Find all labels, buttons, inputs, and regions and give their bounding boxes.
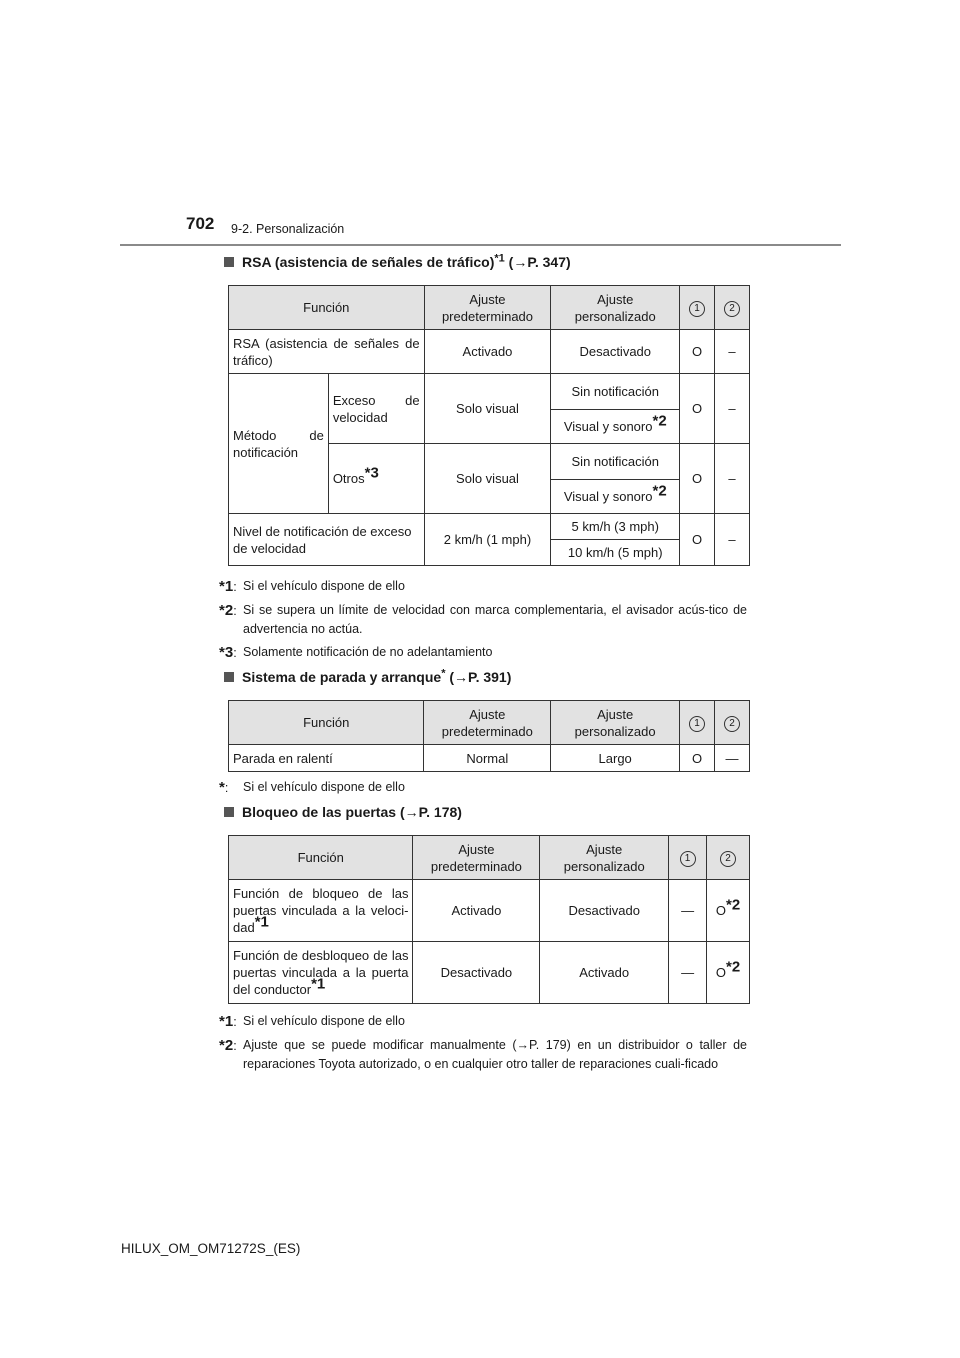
footnote	[219, 643, 747, 662]
cell-c1: O	[680, 514, 715, 566]
cell-pred: Solo visual	[424, 374, 551, 444]
cell-c1: O	[680, 444, 715, 514]
cell-funcion: RSA (asistencia de señales de tráfico)	[229, 330, 425, 374]
square-bullet-icon	[224, 672, 234, 682]
col-personalizado: Ajuste personalizado	[540, 836, 669, 880]
footnote-mark: *1:	[219, 578, 237, 595]
col-2	[715, 701, 750, 745]
cell-pred: Solo visual	[424, 444, 551, 514]
cell-c2: –	[715, 444, 750, 514]
circled-two-icon: 2	[720, 851, 736, 867]
col-personalizado: Ajuste personalizado	[551, 701, 680, 745]
cell-pers	[551, 480, 680, 514]
col-predeterminado: Ajuste predeterminado	[424, 701, 551, 745]
square-bullet-icon	[224, 257, 234, 267]
pers-text: Visual y sonoro	[563, 489, 653, 504]
table-row	[229, 514, 750, 540]
stop-start-title-mark: *	[441, 667, 446, 680]
funcion-text: Función de desbloqueo de las puertas vinculada a la puerta del conductor	[233, 948, 409, 997]
col-predeterminado: Ajuste predeterminado	[413, 836, 540, 880]
page-number: 702	[186, 214, 215, 233]
c2-text: O	[715, 965, 726, 980]
stop-start-title: Sistema de parada y arranque	[242, 669, 442, 685]
cell-pers: 5 km/h (3 mph)	[551, 514, 680, 540]
header-rule	[120, 244, 841, 246]
cell-subfuncion	[328, 444, 424, 514]
cell-funcion: Parada en ralentí	[229, 745, 424, 772]
cell-c2: –	[715, 330, 750, 374]
circled-one-icon: 1	[689, 301, 705, 317]
cell-c2: —	[715, 745, 750, 772]
col-2	[707, 836, 750, 880]
rsa-table	[228, 285, 750, 566]
table-row	[229, 330, 750, 374]
col-predeterminado: Ajuste predeterminado	[424, 286, 551, 330]
footnote-text: Si se supera un límite de velocidad con marca complementaria, el avisador acús-tico de advertencia no actúa.	[243, 603, 747, 636]
circled-one-icon: 1	[680, 851, 696, 867]
table-row	[229, 374, 750, 410]
footnote-mark: *1:	[219, 1013, 237, 1030]
footnote	[219, 778, 747, 797]
footnote-text: Si el vehículo dispone de ello	[243, 1014, 405, 1028]
col-funcion: Función	[229, 286, 425, 330]
c2-text: O	[715, 903, 726, 918]
cell-c1: —	[669, 880, 707, 942]
cell-c2	[707, 880, 750, 942]
footnote-text: Solamente notificación de no adelantamiento	[243, 645, 493, 659]
footnote-mark: *1	[311, 975, 326, 993]
footnote	[219, 1036, 747, 1074]
circled-two-icon: 2	[724, 716, 740, 732]
stop-start-table	[228, 700, 750, 772]
footnote-mark: *3:	[219, 644, 237, 661]
footnote-mark: *2	[725, 958, 741, 976]
funcion-text: Función de bloqueo de las puertas vinculada a la veloci-dad	[233, 886, 409, 935]
cell-funcion	[229, 942, 413, 1004]
footer-code: HILUX_OM_OM71272S_(ES)	[121, 1241, 301, 1256]
circled-two-icon: 2	[724, 301, 740, 317]
footnote-mark: *2:	[219, 1037, 237, 1054]
cell-funcion: Nivel de notificación de exceso de velocidad	[229, 514, 425, 566]
cell-c1: —	[669, 942, 707, 1004]
cell-subfuncion: Exceso de velocidad	[328, 374, 424, 444]
footnote-mark: *2:	[219, 602, 237, 619]
cell-pred: Desactivado	[413, 942, 540, 1004]
cell-c2: –	[715, 514, 750, 566]
square-bullet-icon	[224, 807, 234, 817]
cell-pers	[551, 410, 680, 444]
rsa-heading	[224, 254, 571, 270]
footnote	[219, 577, 747, 596]
cell-pers: Desactivado	[540, 880, 669, 942]
doors-title: Bloqueo de las puertas	[242, 804, 397, 820]
rsa-title-ref: (→P. 347)	[508, 254, 571, 270]
cell-pred: Normal	[424, 745, 551, 772]
cell-c1: O	[680, 745, 715, 772]
footnote-mark: *:	[219, 779, 229, 796]
cell-c1: O	[680, 374, 715, 444]
col-1	[680, 286, 715, 330]
footnote	[219, 601, 747, 639]
col-funcion: Función	[229, 701, 424, 745]
cell-pers: 10 km/h (5 mph)	[551, 540, 680, 566]
col-2	[715, 286, 750, 330]
footnote-mark: *1	[254, 913, 269, 931]
footnote-text: Si el vehículo dispone de ello	[243, 579, 405, 593]
section-label: 9-2. Personalización	[231, 222, 345, 236]
cell-c2: –	[715, 374, 750, 444]
table-row	[229, 880, 750, 942]
cell-pred: 2 km/h (1 mph)	[424, 514, 551, 566]
doors-title-ref: (→P. 178)	[399, 804, 462, 820]
col-personalizado: Ajuste personalizado	[551, 286, 680, 330]
stop-start-title-ref: (→P. 391)	[449, 669, 512, 685]
cell-pred: Activado	[424, 330, 551, 374]
cell-funcion: Método de notificación	[229, 374, 329, 514]
table-row	[229, 745, 750, 772]
table-row	[229, 942, 750, 1004]
col-funcion: Función	[229, 836, 413, 880]
footnote-text: Ajuste que se puede modificar manualmente (→P. 179) en un distribuidor o taller de reparaciones Toyota autorizado, o en cualquier otro taller de reparaciones cuali-ficado	[243, 1038, 747, 1071]
pers-text: Visual y sonoro	[563, 419, 653, 434]
footnote-mark: *2	[652, 412, 667, 430]
col-1	[680, 701, 715, 745]
circled-one-icon: 1	[689, 716, 705, 732]
sub-text: Otros	[332, 471, 365, 486]
rsa-title: RSA (asistencia de señales de tráfico)	[242, 254, 495, 270]
cell-pers: Sin notificación	[551, 374, 680, 410]
footnote	[219, 1012, 747, 1031]
doors-table	[228, 835, 750, 1004]
cell-pers: Desactivado	[551, 330, 680, 374]
rsa-title-mark: *1	[494, 252, 505, 265]
cell-c1: O	[680, 330, 715, 374]
footnote-mark: *2	[725, 896, 741, 914]
col-1	[669, 836, 707, 880]
footnote-text: Si el vehículo dispone de ello	[243, 780, 405, 794]
doors-heading	[224, 804, 462, 820]
footnote-mark: *3	[364, 464, 379, 482]
cell-pers: Largo	[551, 745, 680, 772]
cell-funcion	[229, 880, 413, 942]
cell-c2	[707, 942, 750, 1004]
cell-pers: Activado	[540, 942, 669, 1004]
cell-pers: Sin notificación	[551, 444, 680, 480]
cell-pred: Activado	[413, 880, 540, 942]
stop-start-heading	[224, 669, 511, 685]
footnote-mark: *2	[652, 482, 667, 500]
